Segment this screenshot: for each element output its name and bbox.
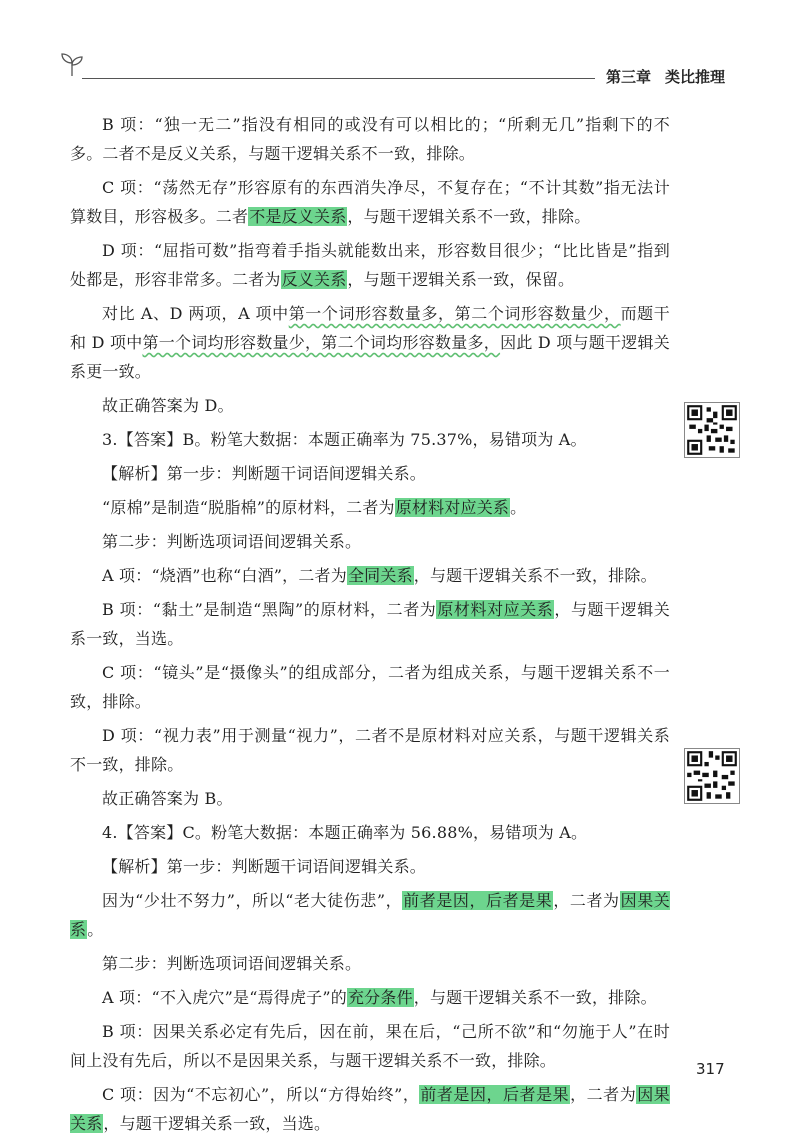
text: ，与题干逻辑关系一致，当选。 [70, 600, 671, 648]
text: 4.【答案】C。粉笔大数据：本题正确率为 56.88%，易错项为 A。 [102, 823, 588, 842]
text: 第二步：判断选项词语间逻辑关系。 [102, 954, 362, 973]
paragraph [70, 236, 670, 294]
text: ，二者为 [553, 891, 620, 910]
wavy-underline: 第一个词形容数量多，第二个词形容数量少， [288, 304, 621, 323]
chapter-number: 第三章 [606, 68, 652, 86]
text: B 项：因果关系必定有先后，因在前，果在后，“己所不欲”和“勿施于人”在时间上没有先后，所以不是因果关系，与题干逻辑关系不一致，排除。 [70, 1022, 670, 1070]
highlight: 原材料对应关系 [395, 498, 510, 517]
text: 因为“少壮不努力”，所以“老大徒伤悲”， [102, 891, 403, 910]
qr-code-icon[interactable] [684, 402, 740, 458]
text: 故正确答案为 B。 [102, 789, 233, 808]
paragraph [70, 658, 670, 716]
highlight: 因果关系 [70, 891, 670, 939]
highlight: 不是反义关系 [249, 207, 347, 226]
text: B 项：“黏土”是制造“黑陶”的原材料，二者为 [102, 600, 437, 619]
text: B 项：“独一无二”指没有相同的或没有可以相比的；“所剩无几”指剩下的不多。二者不是反义关系，与题干逻辑关系不一致，排除。 [70, 115, 670, 163]
chapter-title [606, 66, 725, 87]
highlight: 前者是因，后者是果 [420, 1085, 570, 1104]
paragraph [70, 784, 670, 813]
paragraph [70, 527, 670, 556]
highlight: 反义关系 [281, 270, 347, 289]
analysis-line [70, 459, 670, 488]
chapter-section: 类比推理 [665, 68, 726, 86]
text: ，与题干逻辑关系一致，保留。 [347, 270, 575, 289]
text: ，与题干逻辑关系不一致，排除。 [413, 566, 657, 585]
paragraph [70, 886, 670, 944]
text: 故正确答案为 D。 [102, 396, 234, 415]
text: ，与题干逻辑关系一致，当选。 [103, 1114, 331, 1133]
text: 3.【答案】B。粉笔大数据：本题正确率为 75.37%，易错项为 A。 [102, 430, 587, 449]
paragraph [70, 173, 670, 231]
paragraph [70, 299, 670, 386]
paragraph [70, 949, 670, 978]
qr-code-icon[interactable] [684, 748, 740, 804]
wavy-underline: 第一个词均形容数量少，第二个词均形容数量多， [142, 333, 501, 352]
text: 对比 A、D 两项，A 项中 [102, 304, 289, 323]
answer-line [70, 818, 670, 847]
text: 因此 D 项与题干逻辑关系更一致。 [70, 333, 670, 381]
highlight: 原材料对应关系 [437, 600, 554, 619]
text: ，与题干逻辑关系不一致，排除。 [413, 988, 657, 1007]
text: 第二步：判断选项词语间逻辑关系。 [102, 532, 362, 551]
page-header [0, 0, 800, 100]
text: C 项：“镜头”是“摄像头”的组成部分，二者为组成关系，与题干逻辑关系不一致，排除。 [70, 663, 670, 711]
highlight: 因果关系 [70, 1085, 670, 1133]
paragraph [70, 561, 670, 590]
sprout-icon [60, 52, 84, 78]
page-body [70, 110, 670, 1143]
paragraph [70, 391, 670, 420]
text: D 项：“视力表”用于测量“视力”，二者不是原材料对应关系，与题干逻辑关系不一致，排除。 [70, 726, 670, 774]
text: 。 [87, 920, 104, 939]
text: C 项：因为“不忘初心”，所以“方得始终”， [102, 1085, 420, 1104]
text: 【解析】第一步：判断题干词语间逻辑关系。 [102, 464, 427, 483]
analysis-line [70, 852, 670, 881]
header-rule [82, 78, 595, 79]
text: “原棉”是制造“脱脂棉”的原材料，二者为 [102, 498, 395, 517]
highlight: 全同关系 [347, 566, 413, 585]
text: ，与题干逻辑关系不一致，排除。 [347, 207, 591, 226]
text: A 项：“烧酒”也称“白酒”，二者为 [102, 566, 347, 585]
paragraph [70, 983, 670, 1012]
text: C 项：“荡然无存”形容原有的东西消失净尽，不复存在；“不计其数”指无法计算数目，形容极多。二者 [70, 178, 670, 226]
text: 。 [510, 498, 527, 517]
paragraph [70, 110, 670, 168]
highlight: 充分条件 [347, 988, 413, 1007]
text: 【解析】第一步：判断题干词语间逻辑关系。 [102, 857, 427, 876]
paragraph [70, 1080, 670, 1138]
answer-line [70, 425, 670, 454]
paragraph [70, 595, 670, 653]
text: D 项：“屈指可数”指弯着手指头就能数出来，形容数目很少；“比比皆是”指到处都是，形容非常多。二者为 [70, 241, 670, 289]
paragraph [70, 721, 670, 779]
text: 而题干和 D 项中 [70, 304, 670, 352]
text: A 项：“不入虎穴”是“焉得虎子”的 [102, 988, 347, 1007]
highlight: 前者是因，后者是果 [403, 891, 553, 910]
paragraph [70, 493, 670, 522]
paragraph [70, 1017, 670, 1075]
page-number: 317 [696, 1060, 725, 1078]
text: ，二者为 [570, 1085, 637, 1104]
